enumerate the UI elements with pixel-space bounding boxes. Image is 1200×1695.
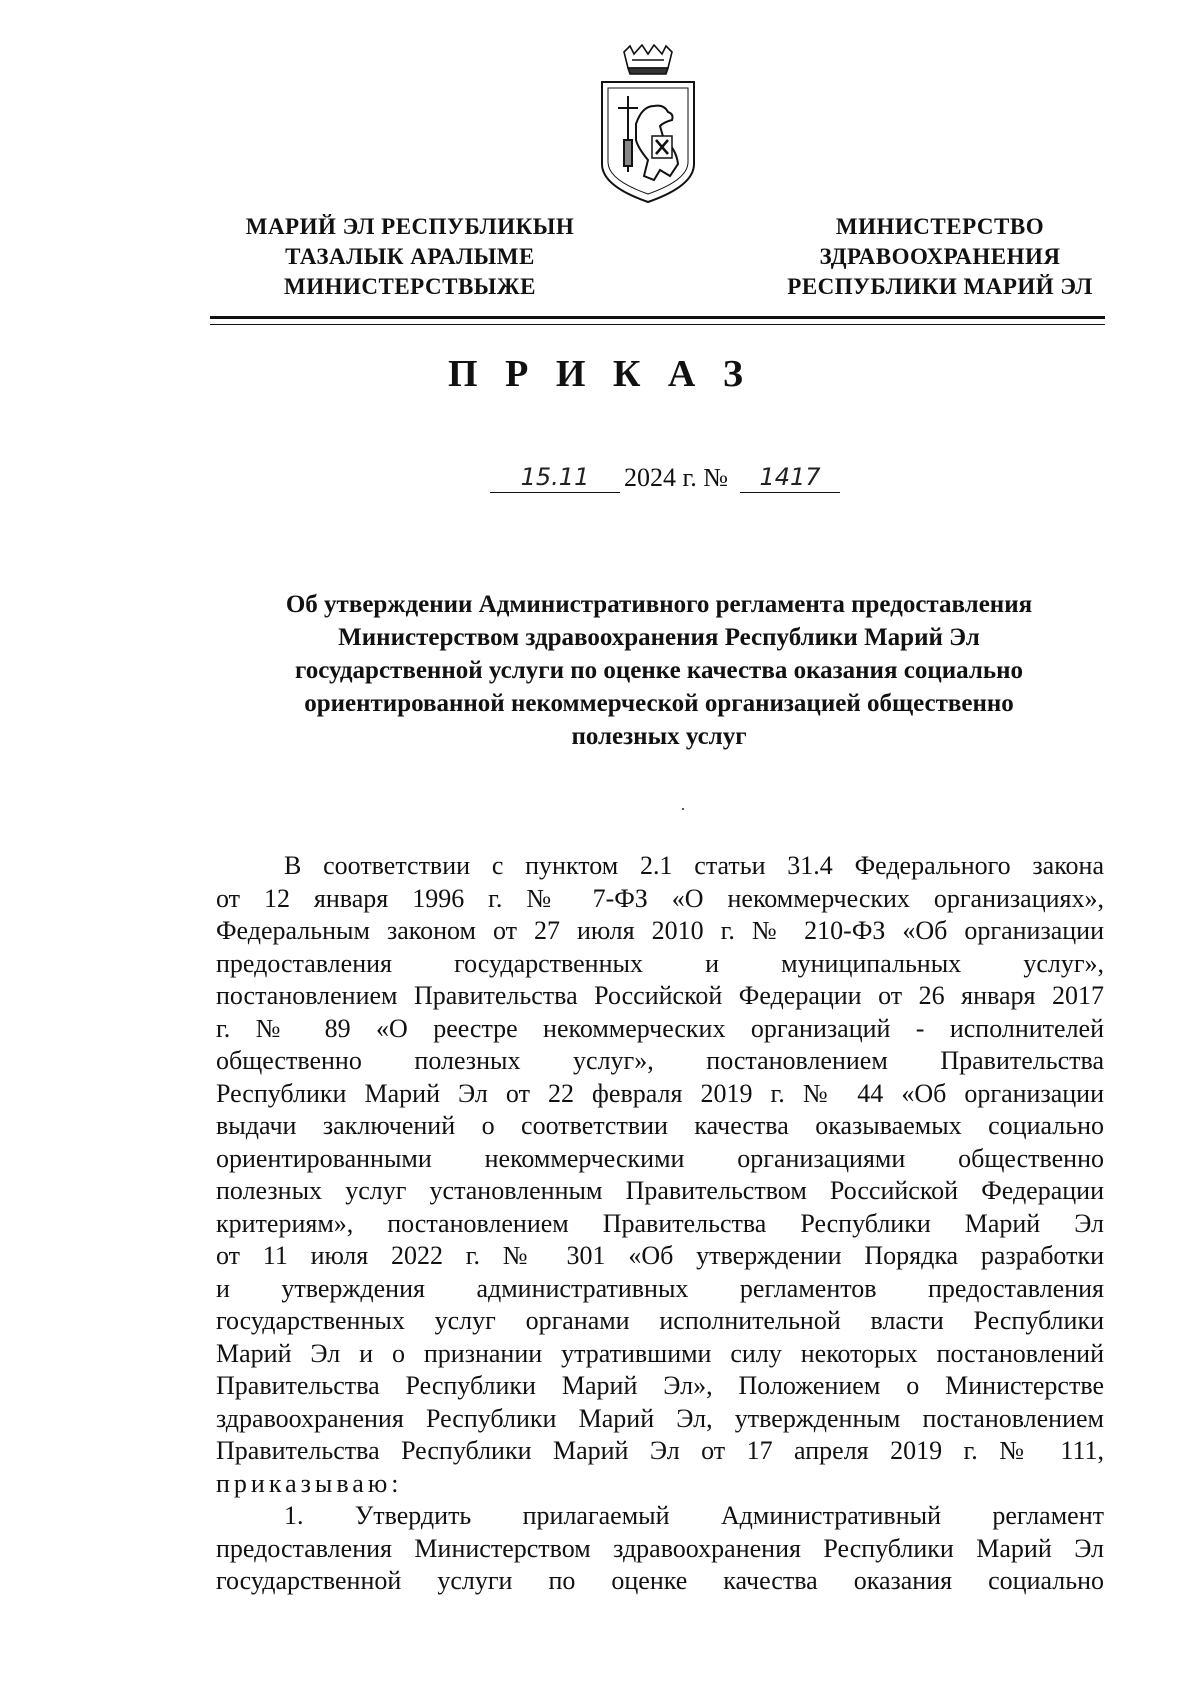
body-line: от 12 января 1996 г. № 7-ФЗ «О некоммерческих организациях», [216,883,1104,913]
coat-of-arms-icon [594,44,702,204]
body-line: предоставления государственных и муниципальных услуг», [216,948,1104,978]
header-left-line: МИНИСТЕРСТВЫЖЕ [284,274,536,299]
header-right-line: ЗДРАВООХРАНЕНИЯ [819,244,1061,269]
body-line: Правительства Республики Марий Эл от 17 апреля 2019 г. № 111, [216,1436,1104,1465]
date-number-line [490,462,840,493]
body-line-order-word: приказываю: [216,1468,403,1498]
body-line: В соответствии с пунктом 2.1 статьи 31.4 Федерального закона [284,851,1104,880]
body-line: государственных услуг органами исполнительной власти Республики [216,1306,1104,1335]
body-line: ориентированными некоммерческими организациями общественно [216,1143,1104,1173]
order-subject [214,588,1104,753]
body-line: Федеральным законом от 27 июля 2010 г. № 210-ФЗ «Об организации [216,916,1104,945]
body-line: полезных услуг установленным Правительством Российской Федерации [216,1176,1104,1205]
body-line: здравоохранения Республики Марий Эл, утвержденным постановлением [216,1403,1104,1433]
header-left-line: ТАЗАЛЫК АРАЛЫМЕ [285,244,535,269]
body-line-item-1: 1. Утвердить прилагаемый Административный регламент [284,1501,1104,1530]
header-divider-thin [210,324,1105,325]
body-line: государственной услуги по оценке качества оказания социально [216,1566,1104,1595]
body-line: постановлением Правительства Российской Федерации от 26 января 2017 [216,981,1104,1010]
body-line: выдачи заключений о соответствии качества оказываемых социально [216,1111,1104,1140]
body-line: критериям», постановлением Правительства Республики Марий Эл [216,1208,1104,1238]
body-line: Республики Марий Эл от 22 февраля 2019 г. № 44 «Об организации [216,1078,1104,1108]
year-and-number-label: 2024 г. № [624,463,729,492]
body-line: Марий Эл и о признании утратившими силу некоторых постановлений [216,1338,1104,1368]
handwritten-date: 15.11 [490,462,620,493]
subject-line: Об утверждении Административного регламента предоставления [285,591,1033,618]
order-body [216,850,1104,1598]
body-line: предоставления Министерством здравоохранения Республики Марий Эл [216,1533,1104,1563]
body-line: общественно полезных услуг», постановлением Правительства [216,1046,1104,1075]
header-mari-language [200,212,620,302]
subject-line: полезных услуг [571,723,747,750]
body-line: Правительства Республики Марий Эл», Положением о Министерстве [216,1371,1104,1400]
body-line: и утверждения административных регламентов предоставления [216,1273,1104,1303]
scan-speck [682,808,684,810]
document-type-title: П Р И К А З [448,353,752,395]
subject-line: ориентированной некоммерческой организацией общественно [304,690,1014,717]
header-left-line: МАРИЙ ЭЛ РЕСПУБЛИКЫН [245,214,575,239]
body-line: от 11 июля 2022 г. № 301 «Об утверждении Порядка разработки [216,1241,1104,1270]
header-russian-language [740,212,1140,302]
body-line: г. № 89 «О реестре некоммерческих организаций - исполнителей [216,1013,1104,1043]
header-right-line: МИНИСТЕРСТВО [835,214,1045,239]
subject-line: Министерством здравоохранения Республики Марий Эл [338,624,980,651]
header-divider-thick [210,316,1105,319]
header-right-line: РЕСПУБЛИКИ МАРИЙ ЭЛ [787,274,1093,299]
subject-line: государственной услуги по оценке качества оказания социально [294,657,1024,684]
handwritten-order-number: 1417 [740,462,840,493]
